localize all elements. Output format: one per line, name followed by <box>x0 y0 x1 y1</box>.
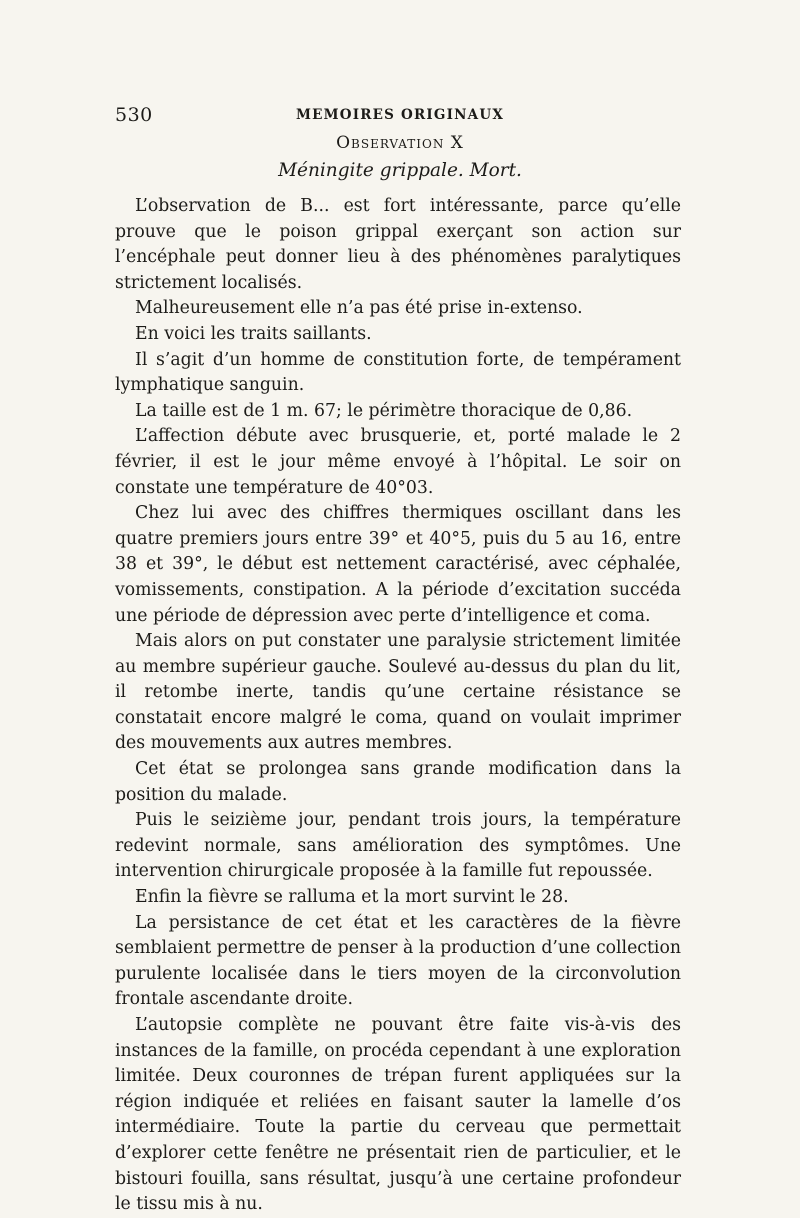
paragraph: Mais alors on put constater une paralysie strictement limitée au membre supérieur gauche. Soulevé au-dessus du plan du lit, il retombe inerte, tandis qu’une certaine résistance se constatait encore malgré le coma, quand on voulait imprimer des mouvements aux autres membres. <box>115 631 681 754</box>
observation-subtitle: Méningite grippale. Mort. <box>278 160 522 181</box>
paragraph: Il s’agit d’un homme de constitution forte, de tempérament lymphatique sanguin. <box>115 349 681 396</box>
observation-title: Observation X <box>336 133 464 153</box>
paragraph: Puis le seizième jour, pendant trois jours, la température redevint normale, sans amélioration des symptômes. Une intervention chirurgicale proposée à la famille fut repoussée. <box>115 810 681 882</box>
paragraph: Chez lui avec des chiffres thermiques oscillant dans les quatre premiers jours entre 39° et 40°5, puis du 5 au 16, entre 38 et 39°, le début est nettement caractérisé, avec céphalée, vomissements, constipation. A la période d’excitation succéda une période de dépression avec perte d’intelligence et coma. <box>115 503 681 626</box>
paragraph: L’observation de B... est fort intéressante, parce qu’elle prouve que le poison grippal exerçant son action sur l’encéphale peut donner lieu à des phénomènes paralytiques strictement localisés. <box>115 196 681 293</box>
paragraph: Enfin la fièvre se ralluma et la mort survint le 28. <box>135 887 569 908</box>
paragraph: L’autopsie complète ne pouvant être faite vis-à-vis des instances de la famille, on procéda cependant à une exploration limitée. Deux couronnes de trépan furent appliquées sur la région indiquée et reliées en faisant sauter la lamelle d’os intermédiaire. Toute la partie du cerveau que permettait d’explorer cette fenêtre ne présentait rien de particulier, et le bistouri fouilla, sans résultat, jusqu’à une certaine profondeur le tissu mis à nu. <box>115 1015 681 1215</box>
paragraph: La taille est de 1 m. 67; le périmètre thoracique de 0,86. <box>135 400 633 421</box>
paragraph: Cet état se prolongea sans grande modification dans la position du malade. <box>115 759 681 805</box>
paragraph: Malheureusement elle n’a pas été prise in-extenso. <box>135 298 583 319</box>
running-head <box>115 104 685 128</box>
body-text <box>115 194 681 1218</box>
running-title: MEMOIRES ORIGINAUX <box>295 107 504 123</box>
paragraph: La persistance de cet état et les caractères de la fièvre semblaient permettre de penser à la production d’une collection purulente localisée dans le tiers moyen de la circonvolution frontale ascendante droite. <box>115 912 681 1010</box>
paragraph: En voici les traits saillants. <box>135 323 372 344</box>
page-number: 530 <box>115 104 153 126</box>
paragraph: L’affection débute avec brusquerie, et, porté malade le 2 février, il est le jour même envoyé à l’hôpital. Le soir on constate une température de 40°03. <box>115 426 681 498</box>
